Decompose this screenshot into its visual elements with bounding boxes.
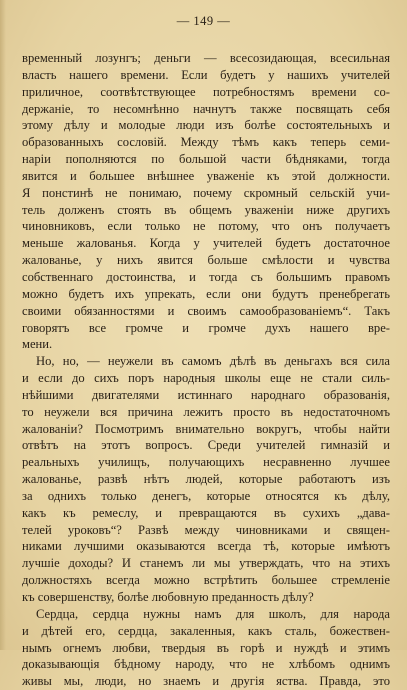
text-line: временный лозунгъ; деньги — всесозидающая, всесильная <box>22 51 390 65</box>
text-line: жалованье, у нихъ явится больше смѣлости и чувства <box>22 253 390 268</box>
text-line: нѣйшими двигателями истиннаго народнаго образованія, <box>22 387 390 402</box>
text-line: приличное, соотвѣтствующее потребностямъ времени со- <box>22 84 390 99</box>
text-line: какъ къ ремеслу, и превращаются въ сухихъ „дава- <box>22 505 390 520</box>
text-line: можно будетъ ихъ упрекать, если они будутъ пренебрегать <box>22 286 390 301</box>
text-line: наріи пополняются по большой части бѣдняками, тогда <box>22 152 390 167</box>
text-line: за однихъ только денегъ, которые относятся къ дѣлу, <box>22 488 390 503</box>
text-line: нымъ огнемъ любви, твердыя въ горѣ и нуждѣ и этимъ <box>22 640 390 655</box>
text-line: никами лучшими оказываются всегда тѣ, которые имѣютъ <box>22 539 390 554</box>
text-line: мени. <box>22 337 53 352</box>
text-line: меньше жалованья. Когда у учителей будетъ достаточное <box>22 236 390 251</box>
text-line: телей уроковъ“? Развѣ между чиновниками и священ- <box>22 522 390 537</box>
text-line: къ совершенству, болѣе любовную преданность дѣлу? <box>22 590 314 604</box>
text-line: и дѣтей его, сердца, закаленныя, какъ сталь, божествен- <box>22 623 390 638</box>
text-line: должностяхъ всегда можно встрѣтить большее стремленіе <box>22 573 390 588</box>
text-line: доказывающія бѣдному народу, что не хлѣбомъ однимъ <box>22 657 390 672</box>
text-line: реальныхъ училищъ, получающихъ несравненно лучшее <box>22 455 390 470</box>
text-line: этому дѣлу и молодые люди изъ болѣе состоятельныхъ и <box>22 118 390 133</box>
text-line: своими обязанностями и своимъ самообразованіемъ“. Такъ <box>22 303 390 318</box>
text-line: собственнаго достоинства, и тогда съ большимъ правомъ <box>22 269 390 284</box>
text-line: живы мы, люди, но знаемъ и другія яства. Правда, это <box>22 674 390 689</box>
body-text <box>22 50 390 690</box>
text-line: Но, но, — неужели въ самомъ дѣлѣ въ деньгахъ вся сила <box>36 354 390 369</box>
text-line: тель долженъ стоять въ общемъ уваженіи ниже другихъ <box>22 202 390 217</box>
text-line: лучшіе доходы? И станемъ ли мы утверждать, что на этихъ <box>22 556 390 571</box>
page-number: — 149 — <box>176 14 231 28</box>
text-line: Я понстинѣ не понимаю, почему скромный сельскій учи- <box>22 185 390 200</box>
text-line: отвѣтъ на этотъ вопросъ. Среди учителей гимназій и <box>22 438 390 453</box>
text-line: власть нашего времени. Если будетъ у нашихъ учителей <box>22 67 390 82</box>
text-line: образованныхъ сословій. Между тѣмъ какъ теперь семи- <box>22 135 390 150</box>
text-line: явится и большее внѣшнее уваженіе къ этой должности. <box>22 168 390 183</box>
text-line: то неужели вся причина лежитъ просто въ недостаточномъ <box>22 404 390 419</box>
text-line: жалованіи? Посмотримъ внимательно вокругъ, чтобы найти <box>22 421 390 436</box>
text-line: держаніе, то несомнѣнно начнутъ также посвящать себя <box>22 101 390 116</box>
text-line: жалованье, развѣ нѣтъ людей, которые работаютъ изъ <box>22 472 390 487</box>
text-line: чиновниковъ, если только не потому, что онъ получаетъ <box>22 219 390 234</box>
page-gutter-shadow <box>0 0 6 650</box>
text-line: говорятъ все громче и громче духъ нашего вре- <box>22 320 390 335</box>
text-line: и если до сихъ поръ народныя школы еще не стали силь- <box>22 371 390 386</box>
text-line: Сердца, сердца нужны намъ для школъ, для народа <box>36 606 390 621</box>
